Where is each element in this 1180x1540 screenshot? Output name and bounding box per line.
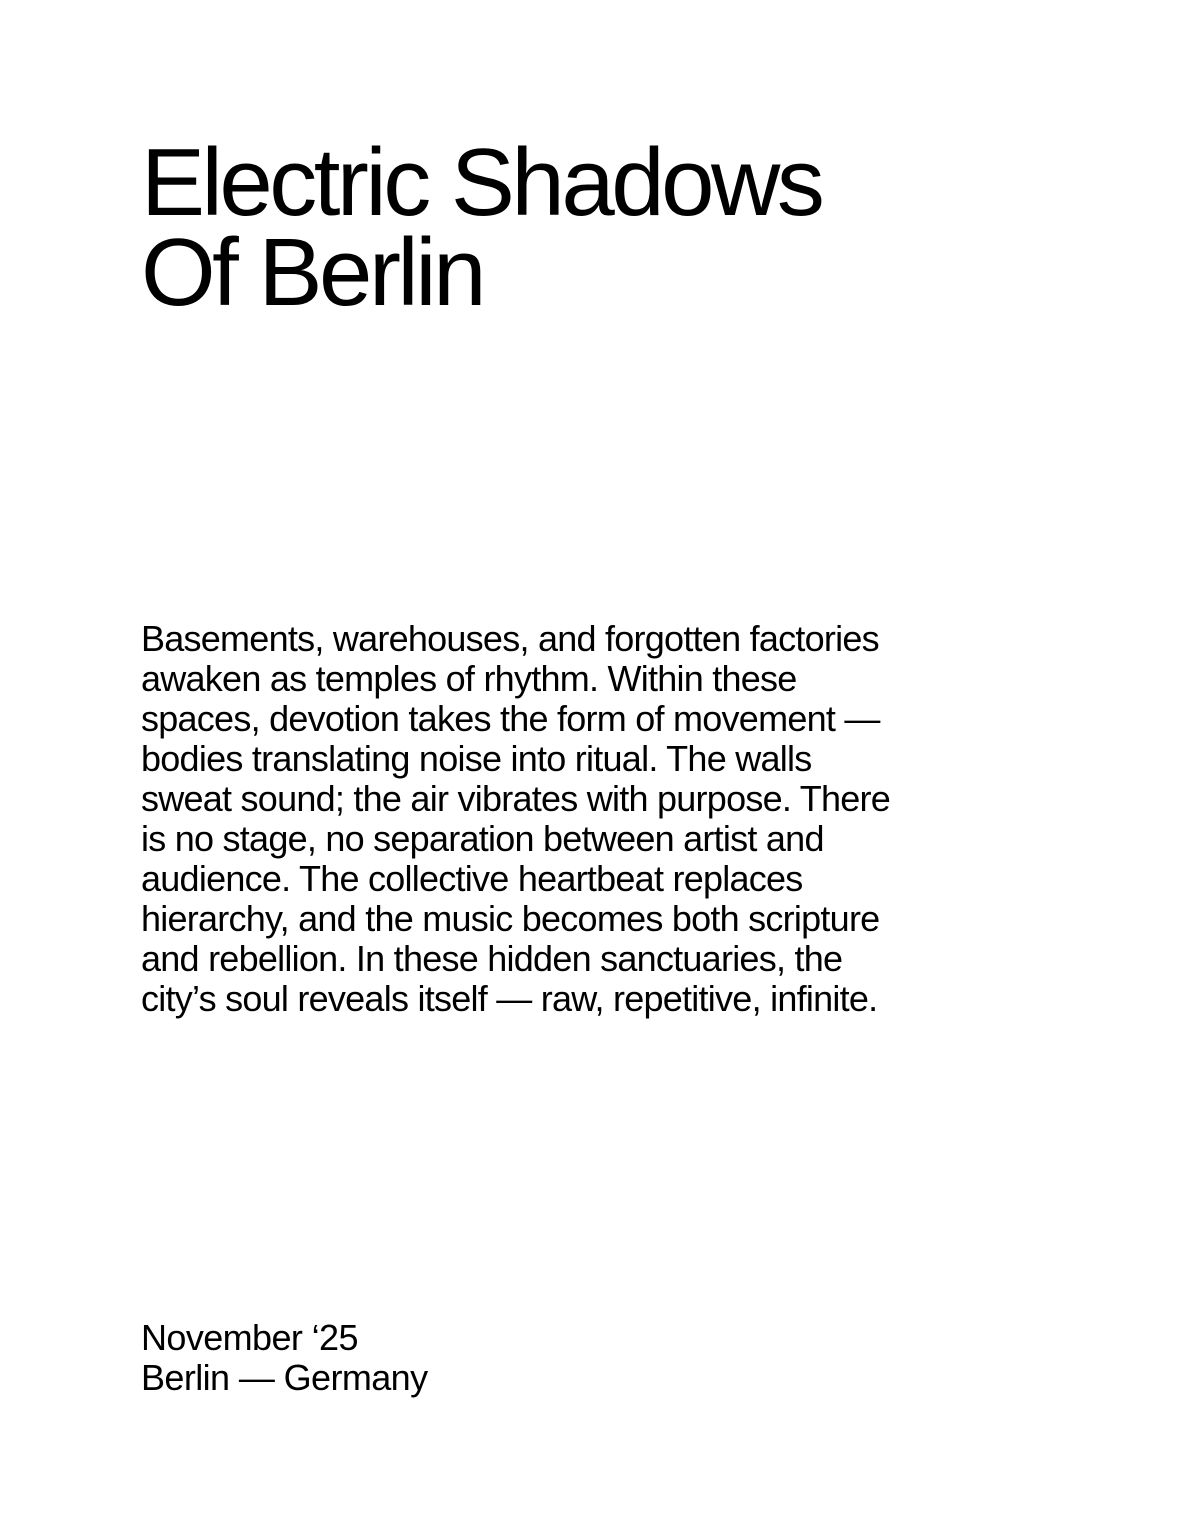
title-line-2: Of Berlin [141,219,483,326]
body-line: sweat sound; the air vibrates with purpose. There [141,778,891,819]
body-line: hierarchy, and the music becomes both scripture [141,898,880,939]
body-line: spaces, devotion takes the form of movement — [141,698,880,739]
body-line: awaken as temples of rhythm. Within these [141,658,797,699]
body-line: and rebellion. In these hidden sanctuaries, the [141,938,843,979]
footer-location: Berlin — Germany [141,1357,428,1398]
footer-info [141,1318,428,1398]
footer-date: November ‘25 [141,1317,358,1358]
body-line: is no stage, no separation between artist and [141,818,824,859]
body-paragraph [141,619,890,1019]
title-line-1: Electric Shadows [141,129,822,236]
page-title [141,129,822,326]
body-line: bodies translating noise into ritual. The walls [141,738,812,779]
body-line: Basements, warehouses, and forgotten factories [141,618,879,659]
body-line: audience. The collective heartbeat replaces [141,858,803,899]
body-line: city’s soul reveals itself — raw, repetitive, infinite. [141,978,878,1019]
